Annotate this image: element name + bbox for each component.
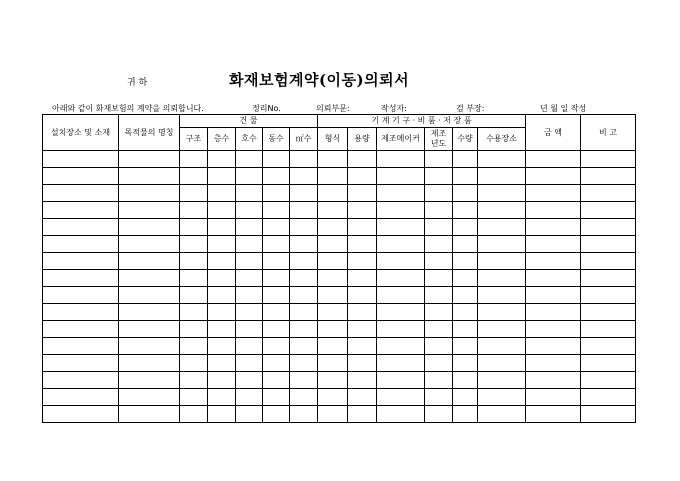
table-cell[interactable] [478, 236, 526, 253]
table-cell[interactable] [208, 321, 236, 338]
table-cell[interactable] [208, 372, 236, 389]
table-cell[interactable] [208, 236, 236, 253]
table-cell[interactable] [377, 406, 425, 423]
table-cell[interactable] [581, 406, 636, 423]
table-cell[interactable] [425, 355, 453, 372]
table-cell[interactable] [180, 219, 208, 236]
table-cell[interactable] [453, 321, 478, 338]
table-cell[interactable] [180, 168, 208, 185]
table-cell[interactable] [581, 389, 636, 406]
table-cell[interactable] [425, 219, 453, 236]
table-cell[interactable] [290, 287, 318, 304]
table-row [43, 219, 636, 236]
table-cell[interactable] [478, 151, 526, 168]
table-cell[interactable] [453, 287, 478, 304]
table-cell[interactable] [236, 168, 263, 185]
table-cell[interactable] [43, 219, 119, 236]
table-cell[interactable] [208, 151, 236, 168]
table-cell[interactable] [425, 406, 453, 423]
table-cell[interactable] [236, 202, 263, 219]
table-cell[interactable] [263, 406, 290, 423]
table-cell[interactable] [526, 151, 581, 168]
table-cell[interactable] [43, 202, 119, 219]
table-cell[interactable] [263, 236, 290, 253]
table-cell[interactable] [290, 270, 318, 287]
table-row [43, 406, 636, 423]
table-row [43, 372, 636, 389]
table-cell[interactable] [208, 287, 236, 304]
table-cell[interactable] [290, 338, 318, 355]
table-cell[interactable] [526, 253, 581, 270]
table-row [43, 270, 636, 287]
table-cell[interactable] [43, 355, 119, 372]
table-cell[interactable] [478, 202, 526, 219]
table-cell[interactable] [180, 202, 208, 219]
table-cell[interactable] [236, 338, 263, 355]
table-cell[interactable] [180, 372, 208, 389]
table-cell[interactable] [263, 304, 290, 321]
table-cell[interactable] [453, 219, 478, 236]
table-cell[interactable] [180, 185, 208, 202]
table-cell[interactable] [119, 202, 180, 219]
table-cell[interactable] [119, 372, 180, 389]
table-row [43, 151, 636, 168]
table-cell[interactable] [526, 304, 581, 321]
table-cell[interactable] [43, 372, 119, 389]
table-cell[interactable] [425, 372, 453, 389]
table-cell[interactable] [425, 321, 453, 338]
table-cell[interactable] [236, 253, 263, 270]
table-cell[interactable] [526, 321, 581, 338]
table-cell[interactable] [43, 168, 119, 185]
table-cell[interactable] [526, 236, 581, 253]
table-cell[interactable] [425, 253, 453, 270]
table-cell[interactable] [43, 389, 119, 406]
table-cell[interactable] [236, 372, 263, 389]
addressee-label: 귀 하 [127, 78, 148, 88]
table-cell[interactable] [377, 338, 425, 355]
table-cell[interactable] [377, 270, 425, 287]
table-cell[interactable] [43, 304, 119, 321]
table-cell[interactable] [236, 287, 263, 304]
table-cell[interactable] [425, 270, 453, 287]
table-cell[interactable] [236, 321, 263, 338]
table-cell[interactable] [425, 202, 453, 219]
table-cell[interactable] [180, 355, 208, 372]
table-row [43, 304, 636, 321]
table-cell[interactable] [263, 270, 290, 287]
table-cell[interactable] [208, 304, 236, 321]
table-cell[interactable] [581, 219, 636, 236]
table-cell[interactable] [119, 236, 180, 253]
table-cell[interactable] [180, 304, 208, 321]
table-cell[interactable] [236, 406, 263, 423]
header-storage-place: 수용장소 [478, 128, 526, 151]
table-cell[interactable] [119, 219, 180, 236]
table-cell[interactable] [318, 338, 348, 355]
table-cell[interactable] [290, 355, 318, 372]
table-cell[interactable] [290, 151, 318, 168]
table-cell[interactable] [348, 406, 377, 423]
table-cell[interactable] [581, 270, 636, 287]
header-area: ㎡수 [290, 128, 318, 151]
header-structure: 구조 [180, 128, 208, 151]
table-cell[interactable] [236, 236, 263, 253]
table-cell[interactable] [290, 253, 318, 270]
table-cell[interactable] [348, 287, 377, 304]
table-cell[interactable] [348, 338, 377, 355]
table-cell[interactable] [377, 321, 425, 338]
table-cell[interactable] [526, 389, 581, 406]
table-cell[interactable] [119, 355, 180, 372]
table-row [43, 287, 636, 304]
table-cell[interactable] [236, 304, 263, 321]
table-cell[interactable] [348, 270, 377, 287]
table-cell[interactable] [348, 202, 377, 219]
table-cell[interactable] [348, 236, 377, 253]
table-cell[interactable] [377, 389, 425, 406]
table-cell[interactable] [526, 270, 581, 287]
author-label: 작성자: [381, 104, 407, 113]
table-cell[interactable] [290, 321, 318, 338]
table-cell[interactable] [263, 253, 290, 270]
table-cell[interactable] [348, 304, 377, 321]
table-cell[interactable] [290, 406, 318, 423]
table-cell[interactable] [581, 287, 636, 304]
table-cell[interactable] [581, 185, 636, 202]
table-cell[interactable] [348, 372, 377, 389]
table-cell[interactable] [478, 406, 526, 423]
table-cell[interactable] [236, 270, 263, 287]
table-cell[interactable] [263, 321, 290, 338]
table-cell[interactable] [348, 168, 377, 185]
table-cell[interactable] [43, 338, 119, 355]
table-cell[interactable] [478, 287, 526, 304]
table-cell[interactable] [526, 338, 581, 355]
table-cell[interactable] [318, 236, 348, 253]
header-type: 형식 [318, 128, 348, 151]
table-cell[interactable] [180, 253, 208, 270]
table-cell[interactable] [348, 389, 377, 406]
table-cell[interactable] [425, 151, 453, 168]
table-cell[interactable] [377, 304, 425, 321]
table-cell[interactable] [478, 338, 526, 355]
table-cell[interactable] [208, 202, 236, 219]
table-cell[interactable] [318, 168, 348, 185]
table-cell[interactable] [119, 185, 180, 202]
header-manufacturer: 제조메이커 [377, 128, 425, 151]
table-cell[interactable] [453, 236, 478, 253]
table-cell[interactable] [348, 321, 377, 338]
table-cell[interactable] [478, 253, 526, 270]
table-cell[interactable] [348, 355, 377, 372]
table-cell[interactable] [43, 321, 119, 338]
table-cell[interactable] [236, 219, 263, 236]
table-cell[interactable] [263, 185, 290, 202]
table-cell[interactable] [119, 168, 180, 185]
table-cell[interactable] [236, 355, 263, 372]
table-cell[interactable] [43, 236, 119, 253]
table-row [43, 185, 636, 202]
header-row-1 [43, 115, 636, 128]
table-cell[interactable] [453, 168, 478, 185]
header-units: 호수 [236, 128, 263, 151]
table-cell[interactable] [318, 219, 348, 236]
table-cell[interactable] [290, 168, 318, 185]
table-cell[interactable] [208, 338, 236, 355]
table-cell[interactable] [208, 168, 236, 185]
reviewer-label: 검 부장: [456, 104, 485, 113]
table-cell[interactable] [263, 338, 290, 355]
table-cell[interactable] [453, 270, 478, 287]
table-cell[interactable] [318, 321, 348, 338]
table-cell[interactable] [318, 253, 348, 270]
table-cell[interactable] [236, 185, 263, 202]
table-cell[interactable] [119, 287, 180, 304]
table-cell[interactable] [526, 406, 581, 423]
table-cell[interactable] [43, 270, 119, 287]
table-cell[interactable] [478, 304, 526, 321]
table-cell[interactable] [526, 185, 581, 202]
table-cell[interactable] [581, 355, 636, 372]
table-cell[interactable] [119, 253, 180, 270]
table-cell[interactable] [43, 185, 119, 202]
table-row [43, 236, 636, 253]
table-cell[interactable] [348, 185, 377, 202]
table-cell[interactable] [180, 270, 208, 287]
table-cell[interactable] [263, 355, 290, 372]
table-cell[interactable] [290, 219, 318, 236]
table-cell[interactable] [290, 389, 318, 406]
table-cell[interactable] [581, 168, 636, 185]
table-cell[interactable] [478, 355, 526, 372]
table-cell[interactable] [348, 253, 377, 270]
table-cell[interactable] [290, 236, 318, 253]
table-cell[interactable] [290, 202, 318, 219]
table-cell[interactable] [526, 355, 581, 372]
table-row [43, 168, 636, 185]
table-cell[interactable] [425, 287, 453, 304]
table-cell[interactable] [478, 372, 526, 389]
table-cell[interactable] [180, 236, 208, 253]
table-cell[interactable] [43, 406, 119, 423]
table-cell[interactable] [318, 287, 348, 304]
table-cell[interactable] [119, 338, 180, 355]
table-cell[interactable] [263, 372, 290, 389]
table-cell[interactable] [453, 185, 478, 202]
table-cell[interactable] [348, 151, 377, 168]
table-cell[interactable] [180, 151, 208, 168]
table-cell[interactable] [581, 253, 636, 270]
table-cell[interactable] [43, 253, 119, 270]
table-cell[interactable] [119, 270, 180, 287]
table-cell[interactable] [318, 151, 348, 168]
table-cell[interactable] [318, 406, 348, 423]
table-cell[interactable] [318, 304, 348, 321]
table-cell[interactable] [377, 372, 425, 389]
table-row [43, 355, 636, 372]
header-equipment-group: 기 계 기 구 · 비 품 · 저 장 품 [318, 115, 526, 128]
document-title: 화재보험계약(이동)의뢰서 [229, 71, 410, 89]
table-cell[interactable] [180, 287, 208, 304]
header-remarks: 비 고 [581, 115, 636, 151]
table-cell[interactable] [526, 202, 581, 219]
table-cell[interactable] [377, 219, 425, 236]
table-cell[interactable] [208, 406, 236, 423]
table-row [43, 389, 636, 406]
table-cell[interactable] [208, 253, 236, 270]
table-cell[interactable] [478, 321, 526, 338]
header-floors: 층수 [208, 128, 236, 151]
table-cell[interactable] [453, 151, 478, 168]
table-cell[interactable] [425, 338, 453, 355]
header-buildings: 동수 [263, 128, 290, 151]
table-cell[interactable] [318, 355, 348, 372]
table-cell[interactable] [453, 202, 478, 219]
table-cell[interactable] [263, 219, 290, 236]
table-cell[interactable] [581, 338, 636, 355]
table-cell[interactable] [526, 219, 581, 236]
table-cell[interactable] [119, 406, 180, 423]
table-cell[interactable] [425, 389, 453, 406]
table-cell[interactable] [43, 151, 119, 168]
table-cell[interactable] [377, 253, 425, 270]
table-cell[interactable] [377, 287, 425, 304]
table-cell[interactable] [425, 236, 453, 253]
table-cell[interactable] [290, 304, 318, 321]
table-cell[interactable] [581, 372, 636, 389]
table-cell[interactable] [453, 304, 478, 321]
table-cell[interactable] [377, 185, 425, 202]
table-cell[interactable] [377, 236, 425, 253]
table-cell[interactable] [425, 304, 453, 321]
intro-text: 아래와 같이 화재보험의 계약을 의뢰합니다. [52, 104, 204, 113]
header-object-name: 목적물의 명칭 [119, 115, 180, 151]
table-cell[interactable] [478, 185, 526, 202]
table-row [43, 253, 636, 270]
table-cell[interactable] [318, 372, 348, 389]
table-cell[interactable] [208, 389, 236, 406]
table-cell[interactable] [526, 372, 581, 389]
table-cell[interactable] [180, 389, 208, 406]
table-cell[interactable] [208, 219, 236, 236]
table-cell[interactable] [263, 168, 290, 185]
table-cell[interactable] [43, 287, 119, 304]
table-cell[interactable] [453, 372, 478, 389]
header-manufacture-year: 제조 년도 [425, 128, 453, 151]
table-cell[interactable] [377, 168, 425, 185]
table-cell[interactable] [453, 253, 478, 270]
table-cell[interactable] [377, 151, 425, 168]
table-cell[interactable] [478, 168, 526, 185]
table-cell[interactable] [581, 202, 636, 219]
request-form-table [42, 114, 636, 423]
table-cell[interactable] [318, 270, 348, 287]
table-cell[interactable] [478, 270, 526, 287]
table-cell[interactable] [453, 338, 478, 355]
table-cell[interactable] [263, 287, 290, 304]
table-cell[interactable] [348, 219, 377, 236]
table-cell[interactable] [453, 355, 478, 372]
table-cell[interactable] [236, 389, 263, 406]
table-row [43, 202, 636, 219]
table-cell[interactable] [119, 151, 180, 168]
table-cell[interactable] [581, 151, 636, 168]
header-location: 설치장소 및 소재 [43, 115, 119, 151]
table-cell[interactable] [318, 389, 348, 406]
table-cell[interactable] [425, 168, 453, 185]
table-cell[interactable] [180, 338, 208, 355]
table-cell[interactable] [290, 372, 318, 389]
table-cell[interactable] [119, 389, 180, 406]
record-no-label: 정리No. [252, 104, 281, 113]
table-cell[interactable] [318, 185, 348, 202]
table-cell[interactable] [180, 321, 208, 338]
table-cell[interactable] [119, 304, 180, 321]
header-building-group: 건 물 [180, 115, 318, 128]
table-cell[interactable] [208, 185, 236, 202]
table-cell[interactable] [318, 202, 348, 219]
table-cell[interactable] [236, 151, 263, 168]
table-cell[interactable] [453, 406, 478, 423]
header-quantity: 수량 [453, 128, 478, 151]
table-cell[interactable] [208, 355, 236, 372]
table-cell[interactable] [180, 406, 208, 423]
table-cell[interactable] [208, 270, 236, 287]
table-row [43, 338, 636, 355]
table-cell[interactable] [526, 287, 581, 304]
table-cell[interactable] [425, 185, 453, 202]
table-cell[interactable] [453, 389, 478, 406]
table-cell[interactable] [478, 389, 526, 406]
table-row [43, 321, 636, 338]
date-label: 년 월 일 작성 [540, 104, 587, 113]
table-cell[interactable] [119, 321, 180, 338]
table-cell[interactable] [263, 202, 290, 219]
table-cell[interactable] [377, 355, 425, 372]
table-cell[interactable] [478, 219, 526, 236]
header-capacity: 용량 [348, 128, 377, 151]
table-cell[interactable] [263, 151, 290, 168]
table-cell[interactable] [581, 236, 636, 253]
table-cell[interactable] [263, 389, 290, 406]
table-cell[interactable] [290, 185, 318, 202]
table-cell[interactable] [377, 202, 425, 219]
table-cell[interactable] [581, 321, 636, 338]
header-amount: 금 액 [526, 115, 581, 151]
table-cell[interactable] [526, 168, 581, 185]
table-cell[interactable] [581, 304, 636, 321]
requesting-dept-label: 의뢰부문: [316, 104, 350, 113]
